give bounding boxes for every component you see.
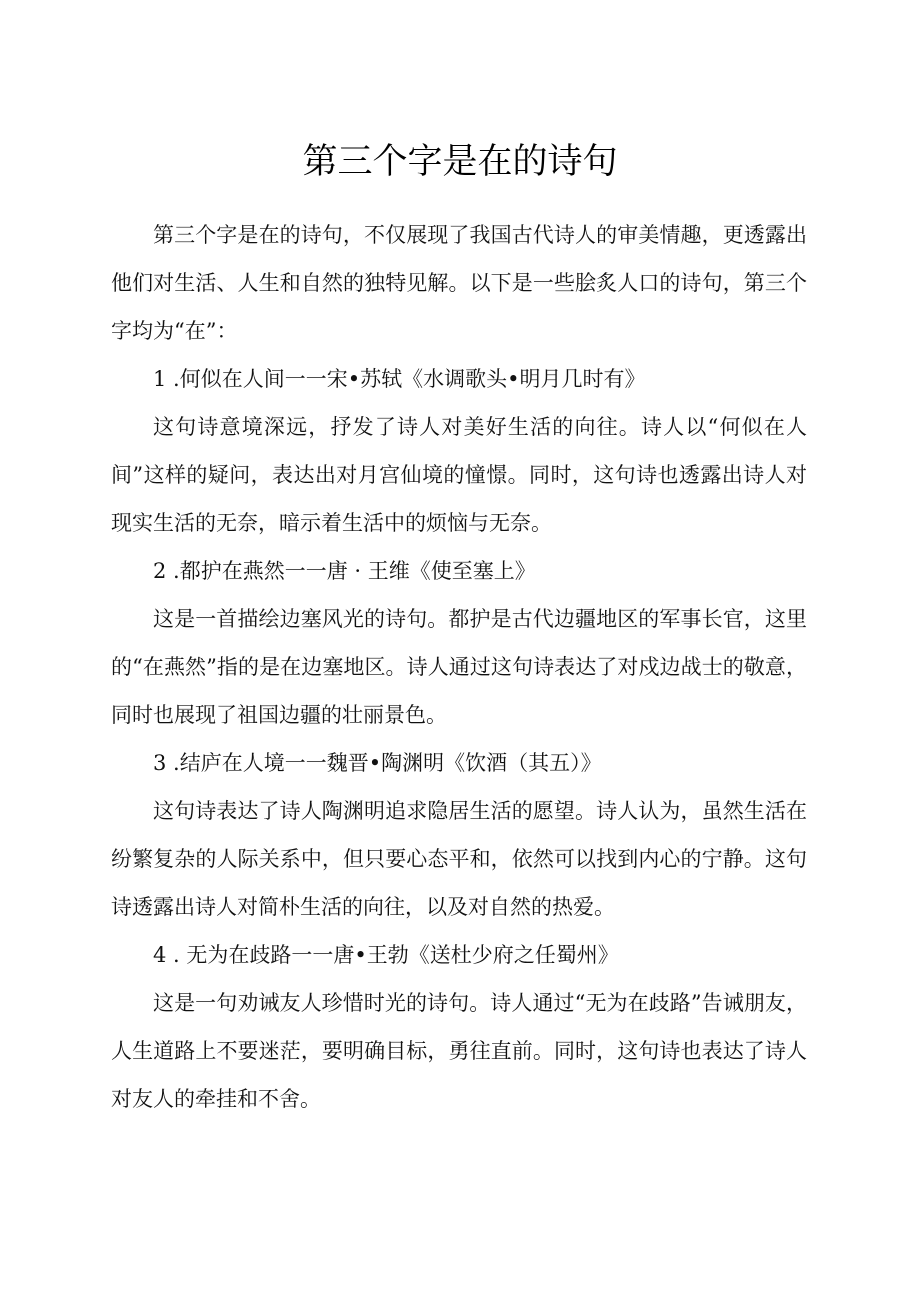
poem-explanation-2: 这是一首描绘边塞风光的诗句。都护是古代边疆地区的军事长官，这里的“在燕然”指的是在边塞地区。诗人通过这句诗表达了对戍边战士的敬意，同时也展现了祖国边疆的壮丽景色。 [111,607,807,727]
poem-explanation-3: 这句诗表达了诗人陶渊明追求隐居生活的愿望。诗人认为，虽然生活在纷繁复杂的人际关系中，但只要心态平和，依然可以找到内心的宁静。这句诗透露出诗人对简朴生活的向往，以及对自然的热爱。 [111,799,807,919]
poem-heading-3: 3 .结庐在人境一一魏晋•陶渊明《饮酒（其五）》 [153,751,602,775]
poem-explanation-1: 这句诗意境深远，抒发了诗人对美好生活的向往。诗人以“何似在人间”这样的疑问，表达出对月宫仙境的憧憬。同时，这句诗也透露出诗人对现实生活的无奈，暗示着生活中的烦恼与无奈。 [111,415,807,535]
poem-heading-1: 1 .何似在人间一一宋•苏轼《水调歌头•明月几时有》 [153,367,646,391]
poem-heading-2: 2 .都护在燕然一一唐 · 王维《使至塞上》 [153,559,536,583]
page-title: 第三个字是在的诗句 [302,142,618,183]
document-body [111,211,807,1123]
poem-heading-4: 4 . 无为在歧路一一唐•王勃《送杜少府之任蜀州》 [153,943,619,967]
poem-explanation-4: 这是一句劝诫友人珍惜时光的诗句。诗人通过“无为在歧路”告诫朋友，人生道路上不要迷茫，要明确目标，勇往直前。同时，这句诗也表达了诗人对友人的牵挂和不舍。 [111,991,807,1111]
intro-paragraph: 第三个字是在的诗句，不仅展现了我国古代诗人的审美情趣，更透露出他们对生活、人生和自然的独特见解。以下是一些脍炙人口的诗句，第三个字均为“在”： [111,223,807,343]
